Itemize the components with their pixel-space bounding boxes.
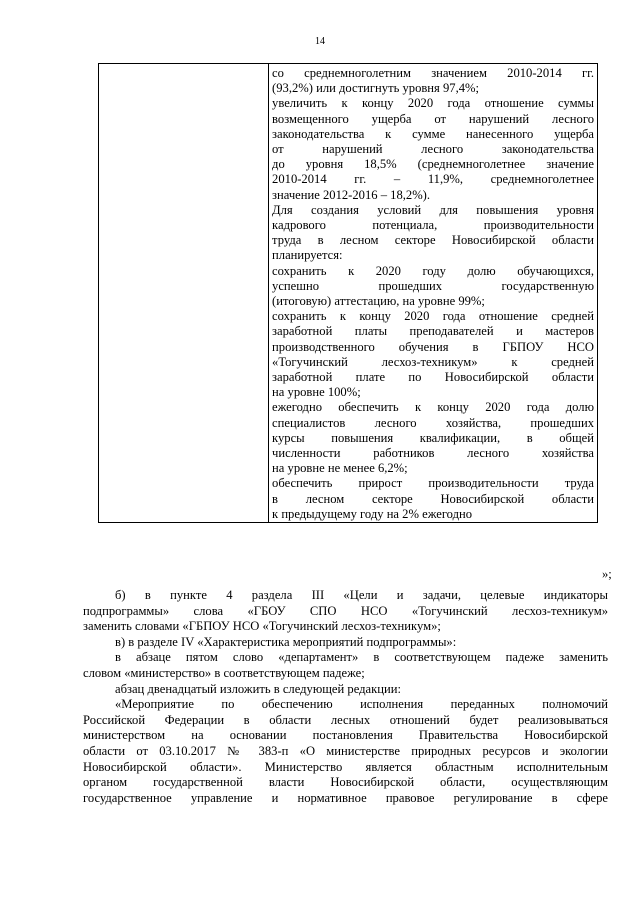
table-cell-text — [272, 66, 594, 522]
body-paragraph-line: б) в пункте 4 раздела III «Цели и задачи, целевые индикаторы — [115, 588, 608, 602]
table-cell-line: возмещенного ущерба от нарушений лесного — [272, 111, 594, 126]
table-cell-line: со среднемноголетним значением 2010-2014 гг. — [272, 66, 594, 80]
body-paragraph-line: Российской Федерации в области лесных отношений будет реализовываться — [83, 712, 608, 727]
table-cell-line: курсы повышения квалификации, в общей — [272, 430, 594, 445]
table-left-cell — [99, 64, 269, 523]
body-paragraph-line: в) в разделе IV «Характеристика мероприятий подпрограммы»: — [115, 634, 457, 649]
page-number: 14 — [315, 36, 325, 47]
body-paragraph-line: Новосибирской области». Министерство является областным исполнительным — [83, 759, 608, 774]
table-cell-line: сохранить к 2020 году долю обучающихся, — [272, 263, 594, 278]
document-table — [98, 63, 598, 523]
table-cell-line: сохранить к концу 2020 года отношение средней — [272, 309, 594, 324]
table-cell-line: законодательства к сумме нанесенного ущерба — [272, 126, 594, 141]
table-cell-line: в лесном секторе Новосибирской области — [272, 491, 594, 506]
body-paragraph-line: органом государственной власти Новосибирской области, осуществляющим — [83, 775, 608, 790]
table-cell-line: (итоговую) аттестацию, на уровне 99%; — [272, 294, 485, 309]
table-cell-line: на уровне 100%; — [272, 385, 361, 400]
table-cell-line: (93,2%) или достигнуть уровня 97,4%; — [272, 81, 480, 96]
table-cell-line: заработной плате по Новосибирской области — [272, 370, 594, 385]
table-cell-line: до уровня 18,5% (среднемноголетнее значение — [272, 157, 594, 172]
table-cell-line: труда в лесном секторе Новосибирской области — [272, 233, 594, 248]
table-cell-line: планируется: — [272, 248, 343, 263]
body-paragraph-line: области от 03.10.2017 № 383-п «О министерстве природных ресурсов и экологии — [83, 743, 608, 758]
body-paragraph-line: министерством на основании постановления Правительства Новосибирской — [83, 728, 608, 743]
body-paragraph-line: абзац двенадцатый изложить в следующей редакции: — [115, 681, 401, 696]
table-cell-line: численности работников лесного хозяйства — [272, 446, 594, 461]
table-cell-line: заработной платы преподавателей и мастеров — [272, 324, 594, 339]
table-cell-line: производственного обучения в ГБПОУ НСО — [272, 339, 594, 354]
table-cell-line: обеспечить прирост производительности труда — [272, 476, 594, 491]
table-cell-line: 2010-2014 гг. – 11,9%, среднемноголетнее — [272, 172, 594, 187]
body-text — [83, 588, 608, 806]
table-cell-line: успешно прошедших государственную — [272, 278, 594, 293]
table-cell-line: кадрового потенциала, производительности — [272, 218, 594, 233]
table-cell-line: увеличить к концу 2020 года отношение суммы — [272, 96, 594, 111]
table-cell-line: от нарушений лесного законодательства — [272, 142, 594, 157]
body-paragraph-line: в абзаце пятом слово «департамент» в соответствующем падеже заменить — [115, 650, 608, 665]
table-cell-line: значение 2012-2016 – 18,2%). — [272, 187, 431, 202]
table-cell-line: на уровне не менее 6,2%; — [272, 461, 408, 476]
table-cell-line: специалистов лесного хозяйства, прошедших — [272, 415, 594, 430]
table-right-cell — [269, 64, 598, 523]
table-cell-line: «Тогучинский лесхоз-техникум» к средней — [272, 354, 594, 369]
table-cell-line: ежегодно обеспечить к концу 2020 года долю — [272, 400, 594, 415]
table-cell-line: Для создания условий для повышения уровня — [272, 202, 594, 217]
table-cell-line: к предыдущему году на 2% ежегодно — [272, 506, 473, 521]
closing-quote: »; — [602, 567, 612, 581]
body-paragraph-line: заменить словами «ГБПОУ НСО «Тогучинский лесхоз-техникум»; — [83, 619, 441, 634]
body-paragraph-line: «Мероприятие по обеспечению исполнения переданных полномочий — [115, 697, 608, 712]
body-paragraph-line: словом «министерство» в соответствующем падеже; — [83, 665, 365, 680]
body-paragraph-line: подпрограммы» слова «ГБОУ СПО НСО «Тогучинский лесхоз-техникум» — [83, 603, 608, 618]
body-paragraph-line: государственное управление и нормативное правовое регулирование в сфере — [83, 790, 608, 805]
